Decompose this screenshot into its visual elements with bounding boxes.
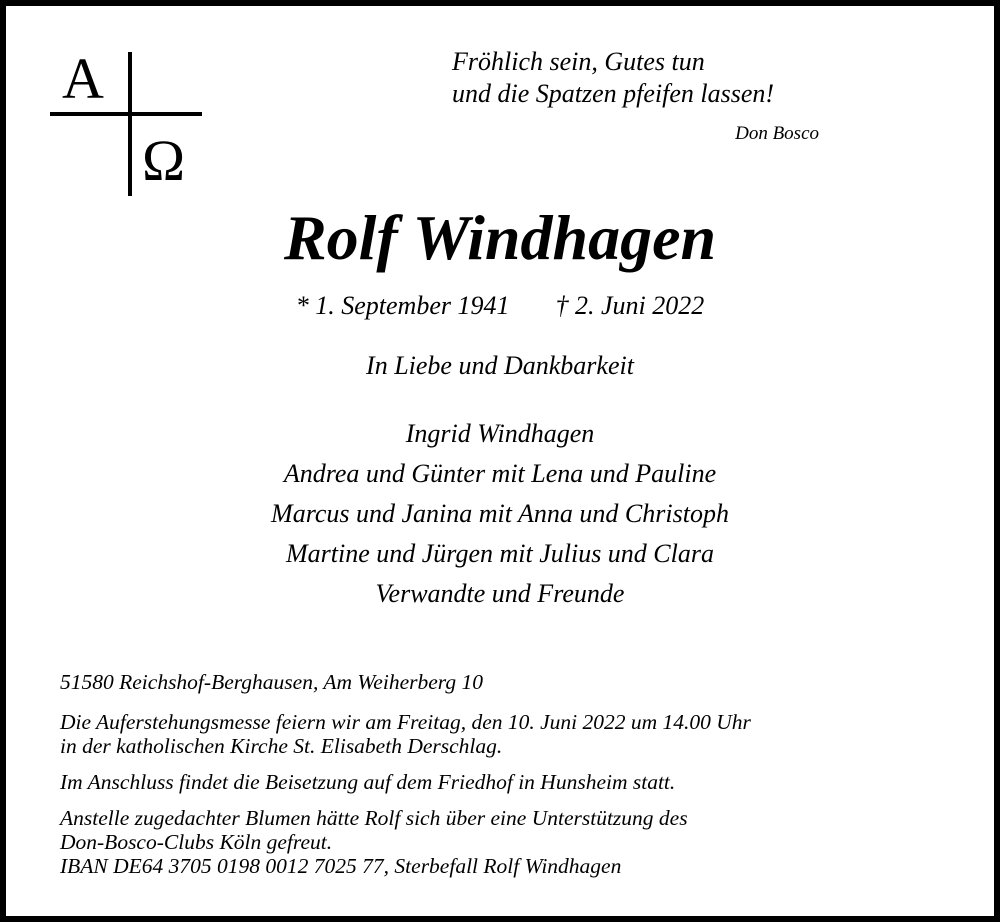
mourner-item: Andrea und Günter mit Lena und Pauline [283, 459, 717, 488]
dedication-text: In Liebe und Dankbarkeit [366, 351, 634, 380]
family-address: 51580 Reichshof-Berghausen, Am Weiherberg 10 [60, 670, 483, 694]
motto-quote [452, 46, 832, 150]
omega-letter: Ω [142, 128, 186, 193]
mourner-item: Marcus und Janina mit Anna und Christoph [271, 499, 729, 528]
birth-date: * 1. September 1941 [295, 291, 510, 320]
donation-info-line-1: Anstelle zugedachter Blumen hätte Rolf sich über eine Unterstützung des [60, 806, 688, 830]
cross-vertical-bar [128, 52, 132, 196]
funeral-information [60, 670, 960, 878]
alpha-letter: A [62, 46, 104, 111]
iban-info: IBAN DE64 3705 0198 0012 7025 77, Sterbefall Rolf Windhagen [60, 854, 622, 878]
mourner-item: Martine und Jürgen mit Julius und Clara [285, 539, 714, 568]
mass-info-line-2: in der katholischen Kirche St. Elisabeth Derschlag. [60, 734, 503, 758]
mourner-item: Ingrid Windhagen [405, 419, 595, 448]
burial-info: Im Anschluss findet die Beisetzung auf dem Friedhof in Hunsheim statt. [60, 770, 676, 794]
deceased-name: Rolf Windhagen [283, 202, 717, 273]
motto-line-2: und die Spatzen pfeifen lassen! [452, 79, 775, 108]
motto-author: Don Bosco [735, 123, 819, 144]
motto-line-1: Fröhlich sein, Gutes tun [452, 47, 705, 76]
donation-info-line-2: Don-Bosco-Clubs Köln gefreut. [60, 830, 333, 854]
mourner-item: Verwandte und Freunde [375, 579, 625, 608]
alpha-omega-cross-icon [50, 48, 210, 198]
death-date: † 2. Juni 2022 [555, 291, 705, 320]
mourners-list [6, 414, 994, 614]
life-dates [6, 290, 994, 322]
cross-horizontal-bar [50, 112, 202, 116]
mass-info-line-1: Die Auferstehungsmesse feiern wir am Freitag, den 10. Juni 2022 um 14.00 Uhr [60, 710, 751, 734]
